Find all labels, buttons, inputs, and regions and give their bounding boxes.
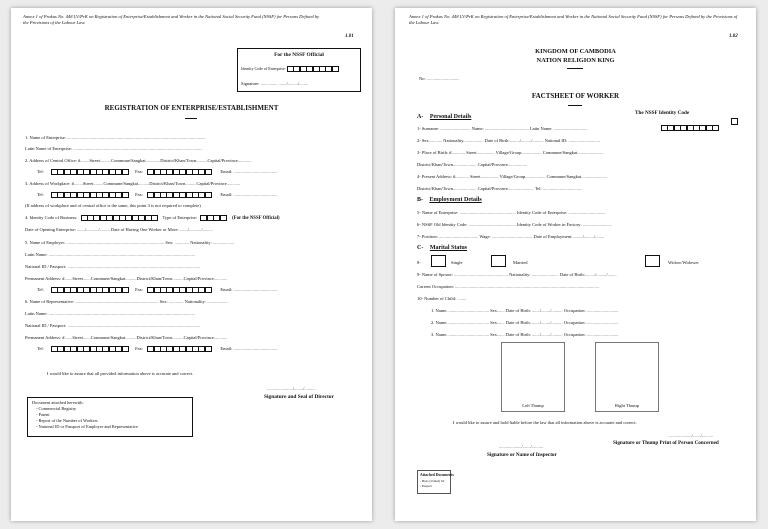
central-office-address-line: 2. Address of Central Office: #........Street..........Commune/Sangkat.............District/Khan/Town..........Capital/Province............: [25, 158, 252, 163]
number-of-children-line: 10- Number of Child: ........: [417, 296, 467, 301]
attached-item: - Commercial Registry: [36, 406, 77, 411]
marital-number: 8-: [417, 260, 421, 265]
tel-label: Tel:: [37, 192, 44, 198]
workplace-note: (If address of workplace and of central office is the same, this point 3 is not required to complete): [25, 203, 201, 208]
annex-header: Annex 1 of Prakas No. 448 LV/PrK on Registration of Enterprise/Establishment and Worker in the National Social Security Fund (NSSF) for Persons Defined by the Provisions of the Labour Law.: [23, 14, 320, 26]
section-letter: A-: [417, 114, 424, 120]
tel-cells[interactable]: [51, 346, 128, 352]
enterprise-name-line: 1. Name of Enterprise: ...........................................................................................................................: [25, 135, 206, 140]
married-label: Married: [513, 260, 528, 265]
section-letter: C-: [417, 245, 424, 251]
employer-latin-name-line: Latin Name: ..................................................................................................................................: [25, 252, 195, 257]
assurance-statement: I would like to assure that all provided information above is accurate and correct.: [47, 371, 194, 376]
workplace-address-line: 3. Address of Workplace: #........Street.........Commune/Sangkat..........District/Khan/Town..........Capital/Province............: [25, 181, 241, 186]
opening-date-line: Date of Opening Enterprise: ......./.........../......... Date of Having One Worker or More: ......./.........../.........: [25, 227, 213, 232]
document-number-line: No: .............................: [419, 76, 460, 81]
employer-id-line: National ID / Passport: ......................................................................................................................: [25, 264, 201, 269]
attached-documents-box: [27, 397, 193, 437]
identity-code-cells[interactable]: [287, 66, 338, 72]
business-identity-cells[interactable]: [81, 215, 158, 221]
director-signature-label: Signature and Seal of Director: [264, 394, 334, 400]
child-row: 2. Name...................................... Sex....... Date of Birth: ......./......../.......... Occupation: ............................: [431, 320, 619, 325]
married-checkbox[interactable]: [491, 255, 506, 267]
surname-line: 1- Surname: ........................... Name: ....................................... Latin Name: ..............................: [417, 126, 588, 131]
section-a-heading: [417, 114, 471, 120]
annex-header: Annex 1 of Prakas No. 448 LV/PrK on Registration of Enterprise/Establishment and Worker in the National Social Security Fund (NSSF) for Persons Defined by the Provisions of the Labour Law.: [409, 14, 738, 26]
section-letter: B-: [417, 197, 423, 203]
worker-date-line: ..................../......./..........: [669, 433, 714, 438]
employer-address-line: Permanent Address: #.......Street.......Commune/Sangkat..........District/Khan/Town..........Capital/Province............: [25, 276, 228, 281]
official-identity-row: [241, 66, 338, 72]
enterprise-latin-name-line: Latin Name of Enterprise: ...................................................................................................................: [25, 146, 203, 151]
page-number: 1.01: [345, 34, 354, 39]
right-thumb-label: Right Thump: [614, 403, 640, 408]
email-label: Email: .......................................: [220, 169, 278, 175]
fax-label: Fax:: [135, 346, 144, 352]
tel-cells[interactable]: [51, 169, 128, 175]
attached-item: - National ID or Passport of Employer and Representative: [36, 424, 138, 429]
official-identity-label: Identity Code of Enterprise:: [241, 66, 286, 72]
fax-cells[interactable]: [147, 346, 211, 352]
employer-name-line: 5. Name of Employer: ....................................................................................... Sex: ............. Nationality: ...................: [25, 240, 235, 245]
child-row: 1. Name...................................... Sex....... Date of Birth: ......./......../.......... Occupation: ............................: [431, 308, 619, 313]
attached-title: Attached Documents: [420, 473, 454, 477]
widow-label: Widow/Widower: [668, 260, 699, 265]
employer-contact-row: [37, 287, 277, 293]
nssf-identity-code-label: The NSSF Identity Code: [635, 110, 690, 116]
attached-documents-box: [417, 470, 454, 494]
tel-cells[interactable]: [51, 192, 128, 198]
attached-item: - Passport: [420, 484, 432, 488]
title-divider: [568, 105, 582, 106]
title-divider: [185, 118, 197, 119]
attached-title: Document attached herewith:: [32, 400, 84, 405]
business-identity-row: [25, 215, 280, 222]
identity-code-label: 4. Identity Code of Business:: [25, 215, 78, 221]
single-label: Single: [451, 260, 463, 265]
current-occupation-line: Current Occupation: ................................................................................................................................: [417, 284, 599, 289]
fax-cells[interactable]: [147, 169, 211, 175]
single-checkbox[interactable]: [431, 255, 446, 267]
type-cells[interactable]: [200, 215, 226, 221]
right-thumb-box[interactable]: [595, 342, 659, 412]
inspector-signature-label: Signature or Name of Inspector: [487, 452, 557, 458]
section-b-heading: [417, 197, 482, 203]
tel-cells[interactable]: [51, 287, 128, 293]
fax-label: Fax:: [135, 169, 144, 175]
attached-item: - Report of the Number of Workers: [36, 418, 98, 423]
signature-date-line: ......................./......../..........: [267, 386, 316, 391]
widow-checkbox[interactable]: [645, 255, 660, 267]
attached-item: - Photo (Voided) X2: [420, 479, 445, 483]
place-of-birth-line-2: District/Khan/Town..................... Capital/Province.................: [417, 162, 528, 167]
representative-latin-name-line: Latin Name: ..................................................................................................................................: [25, 311, 195, 316]
place-of-birth-line: 3- Place of Birth: #............ Street................ Village/Group.................. Commune/Sangkat.......................: [417, 150, 604, 155]
representative-name-line: 6. Name of Representative: .......................................................................... Sex: ............. Nationality: ...................: [25, 299, 229, 304]
motto-divider: [567, 68, 583, 69]
representative-id-line: National ID / Passport: ......................................................................................................................: [25, 323, 201, 328]
page-number: 1.02: [729, 34, 738, 39]
worker-signature-label: Signature or Thump Print of Person Concerned: [613, 440, 719, 446]
workplace-contact-row: [37, 192, 277, 198]
present-address-line: 4- Present Address: #............ Street................ Village/Group.................. Commune/Sangkat.......................: [417, 174, 608, 179]
nssf-official-box: [237, 48, 361, 92]
representative-address-line: Permanent Address: #.......Street.......Commune/Sangkat..........District/Khan/Town..........Capital/Province............: [25, 335, 228, 340]
old-identity-code-line: 6- NSSF Old Identity Code: .......................................... Identity Code of Worker in Factory: ..........................: [417, 222, 613, 227]
identity-check-cell[interactable]: [731, 118, 738, 125]
section-label: Personal Details: [429, 114, 472, 120]
attached-item: - Patent: [36, 412, 50, 417]
kingdom-title: KINGDOM OF CAMBODIA: [535, 48, 616, 55]
nssf-identity-code-cells[interactable]: [661, 118, 719, 136]
email-label: Email: .......................................: [220, 287, 278, 293]
tel-label: Tel:: [37, 346, 44, 352]
spouse-line: 9- Name of Spouse: ................................................ Nationality: ........................ Date of Birth:........./........./........: [417, 272, 617, 277]
central-office-contact-row: [37, 169, 277, 175]
form-page-enterprise-registration: [11, 8, 372, 521]
left-thumb-label: Left Thump: [522, 403, 544, 408]
assurance-statement: I would like to assure and hold liable before the law that all information above is accurate and correct.: [453, 420, 637, 425]
motto-title: NATION RELIGION KING: [536, 57, 615, 64]
nssf-official-note: (For the NSSF Official): [232, 216, 280, 222]
enterprise-name-line: 5- Name of Enterprise: .................................................. Identity Code of Enterprise: .................................: [417, 210, 606, 215]
type-label: Type of Enterprise:: [162, 215, 198, 221]
position-wage-line: 7- Position: ................................... Wage: .................................... Date of Employment:........./........./........: [417, 234, 605, 239]
fax-cells[interactable]: [147, 192, 211, 198]
form-page-worker-factsheet: [395, 8, 756, 521]
email-label: Email: .......................................: [220, 346, 278, 352]
official-signature-line: Signature: ............... ......./........./........: [241, 81, 309, 86]
tel-label: Tel:: [37, 287, 44, 293]
child-row: 3. Name...................................... Sex....... Date of Birth: ......./......../.......... Occupation: ............................: [431, 332, 619, 337]
sex-nationality-line: 2- Sex............ Nationality.................. Date of Birth:........./........./.......... National ID: ............................: [417, 138, 600, 143]
official-box-title: For the NSSF Official: [274, 52, 324, 58]
section-label: Marital Status: [429, 245, 468, 251]
factsheet-title: FACTSHEET OF WORKER: [531, 92, 620, 100]
email-label: Email: .......................................: [220, 192, 278, 198]
tel-label: Tel:: [37, 169, 44, 175]
left-thumb-box[interactable]: [501, 342, 565, 412]
fax-label: Fax:: [135, 192, 144, 198]
representative-contact-row: [37, 346, 277, 352]
present-address-line-2: District/Khan/Town..................... Capital/Province....................... Tel: ...................................: [417, 186, 583, 191]
fax-label: Fax:: [135, 287, 144, 293]
inspector-date-line: ..................../......./..........: [499, 444, 544, 449]
section-c-heading: [417, 245, 467, 251]
form-title: REGISTRATION OF ENTERPRISE/ESTABLISHMENT: [104, 104, 279, 112]
fax-cells[interactable]: [147, 287, 211, 293]
section-label: Employment Details: [429, 197, 482, 203]
